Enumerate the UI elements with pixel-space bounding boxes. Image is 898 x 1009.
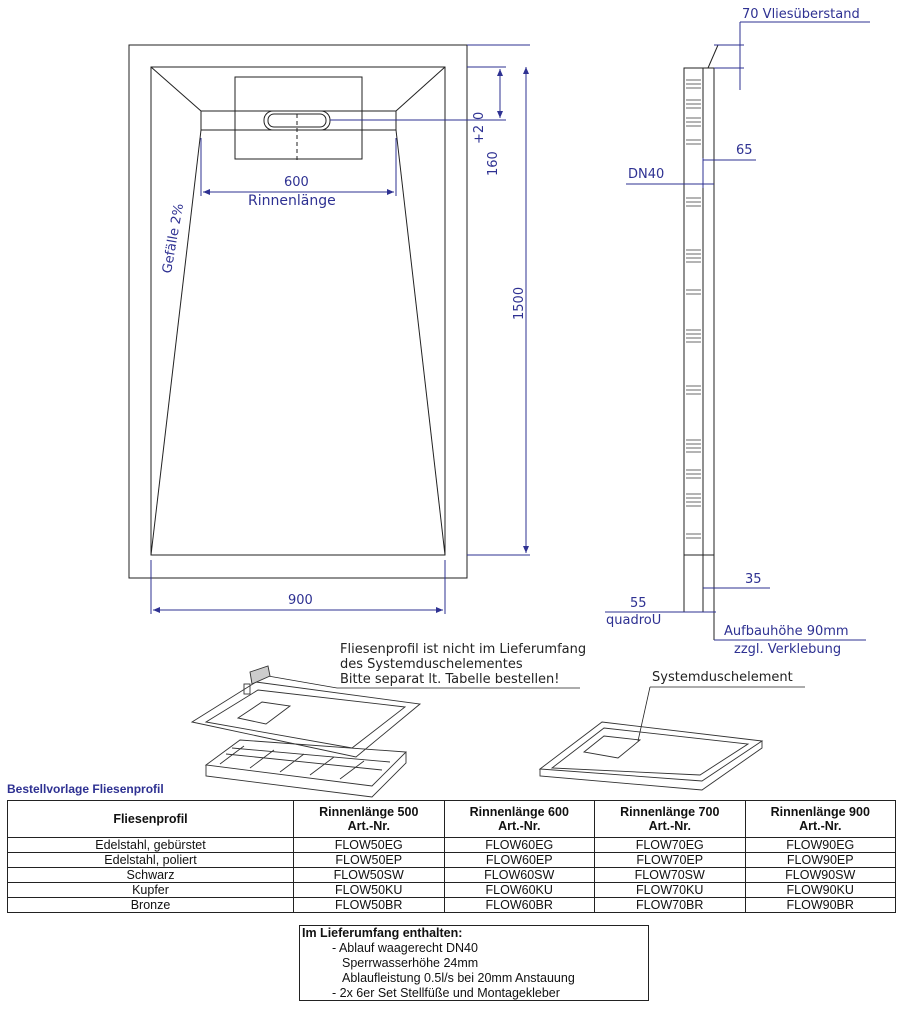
table-row xyxy=(8,898,896,913)
adhesive-note: zzgl. Verklebung xyxy=(734,642,842,657)
dim-length-1500: 1500 xyxy=(512,286,527,320)
scope-line-3: Ablaufleistung 0.5l/s bei 20mm Anstauung xyxy=(342,971,575,985)
cell-art: FLOW90BR xyxy=(745,898,896,913)
col-header-profile: Fliesenprofil xyxy=(8,801,294,838)
scope-of-delivery xyxy=(299,925,649,1001)
cell-art: FLOW50BR xyxy=(294,898,445,913)
cell-art: FLOW60EP xyxy=(444,853,595,868)
side-view xyxy=(684,45,718,640)
fleece-overhang: 70 Vliesüberstand xyxy=(742,7,860,22)
profile-note-line-1: Fliesenprofil ist nicht im Lieferumfang xyxy=(340,642,587,657)
table-row xyxy=(8,868,896,883)
cell-art: FLOW90EP xyxy=(745,853,896,868)
iso-system-element xyxy=(540,722,762,790)
scope-line-1: - Ablauf waagerecht DN40 xyxy=(332,941,478,955)
cell-profile: Bronze xyxy=(8,898,294,913)
build-height: Aufbauhöhe 90mm xyxy=(724,624,849,639)
cell-art: FLOW50KU xyxy=(294,883,445,898)
tray-inner xyxy=(151,67,445,555)
dim-55: 55 xyxy=(630,596,647,611)
cell-art: FLOW50EG xyxy=(294,838,445,853)
col-header-500: Rinnenlänge 500 Art.-Nr. xyxy=(294,801,445,838)
gutter-length-label: Rinnenlänge xyxy=(248,193,336,209)
top-view xyxy=(129,45,467,578)
tolerance-zero: 0 xyxy=(472,111,487,120)
cell-profile: Edelstahl, gebürstet xyxy=(8,838,294,853)
table-header-row xyxy=(8,801,896,838)
scope-line-4: - 2x 6er Set Stellfüße und Montagekleber xyxy=(332,986,560,1000)
slope-label: Gefälle 2% xyxy=(160,202,188,275)
system-element-label: Systemduschelement xyxy=(652,670,793,685)
profile-note-line-3: Bitte separat lt. Tabelle bestellen! xyxy=(340,672,560,687)
cell-art: FLOW90KU xyxy=(745,883,896,898)
cell-art: FLOW50EP xyxy=(294,853,445,868)
dim-drain-160: 160 xyxy=(486,151,501,176)
cell-art: FLOW60KU xyxy=(444,883,595,898)
cell-art: FLOW70EG xyxy=(595,838,746,853)
cell-art: FLOW60BR xyxy=(444,898,595,913)
cell-art: FLOW60EG xyxy=(444,838,595,853)
col-header-600: Rinnenlänge 600 Art.-Nr. xyxy=(444,801,595,838)
cell-art: FLOW70BR xyxy=(595,898,746,913)
dim-65: 65 xyxy=(736,143,753,158)
cell-art: FLOW60SW xyxy=(444,868,595,883)
table-row xyxy=(8,883,896,898)
cell-art: FLOW70KU xyxy=(595,883,746,898)
dim-35: 35 xyxy=(745,572,762,587)
order-table xyxy=(7,800,896,913)
table-row xyxy=(8,838,896,853)
table-row xyxy=(8,853,896,868)
cell-profile: Edelstahl, poliert xyxy=(8,853,294,868)
dim-width-900: 900 xyxy=(288,593,313,608)
col-header-900: Rinnenlänge 900 Art.-Nr. xyxy=(745,801,896,838)
cell-art: FLOW90EG xyxy=(745,838,896,853)
col-header-700: Rinnenlänge 700 Art.-Nr. xyxy=(595,801,746,838)
order-heading: Bestellvorlage Fliesenprofil xyxy=(7,782,164,796)
cell-art: FLOW90SW xyxy=(745,868,896,883)
drain-box xyxy=(235,77,362,159)
scope-title: Im Lieferumfang enthalten: xyxy=(302,926,463,940)
drain-dn40: DN40 xyxy=(628,167,665,182)
cell-art: FLOW70SW xyxy=(595,868,746,883)
cell-art: FLOW70EP xyxy=(595,853,746,868)
tolerance-plus: +2 xyxy=(472,124,487,144)
quadro-label: quadroU xyxy=(606,613,662,628)
cell-profile: Kupfer xyxy=(8,883,294,898)
scope-line-2: Sperrwasserhöhe 24mm xyxy=(342,956,479,970)
cell-profile: Schwarz xyxy=(8,868,294,883)
profile-note-line-2: des Systemduschelementes xyxy=(340,657,523,672)
cell-art: FLOW50SW xyxy=(294,868,445,883)
side-hatching xyxy=(686,80,701,538)
dim-gutter-600: 600 xyxy=(284,175,309,190)
